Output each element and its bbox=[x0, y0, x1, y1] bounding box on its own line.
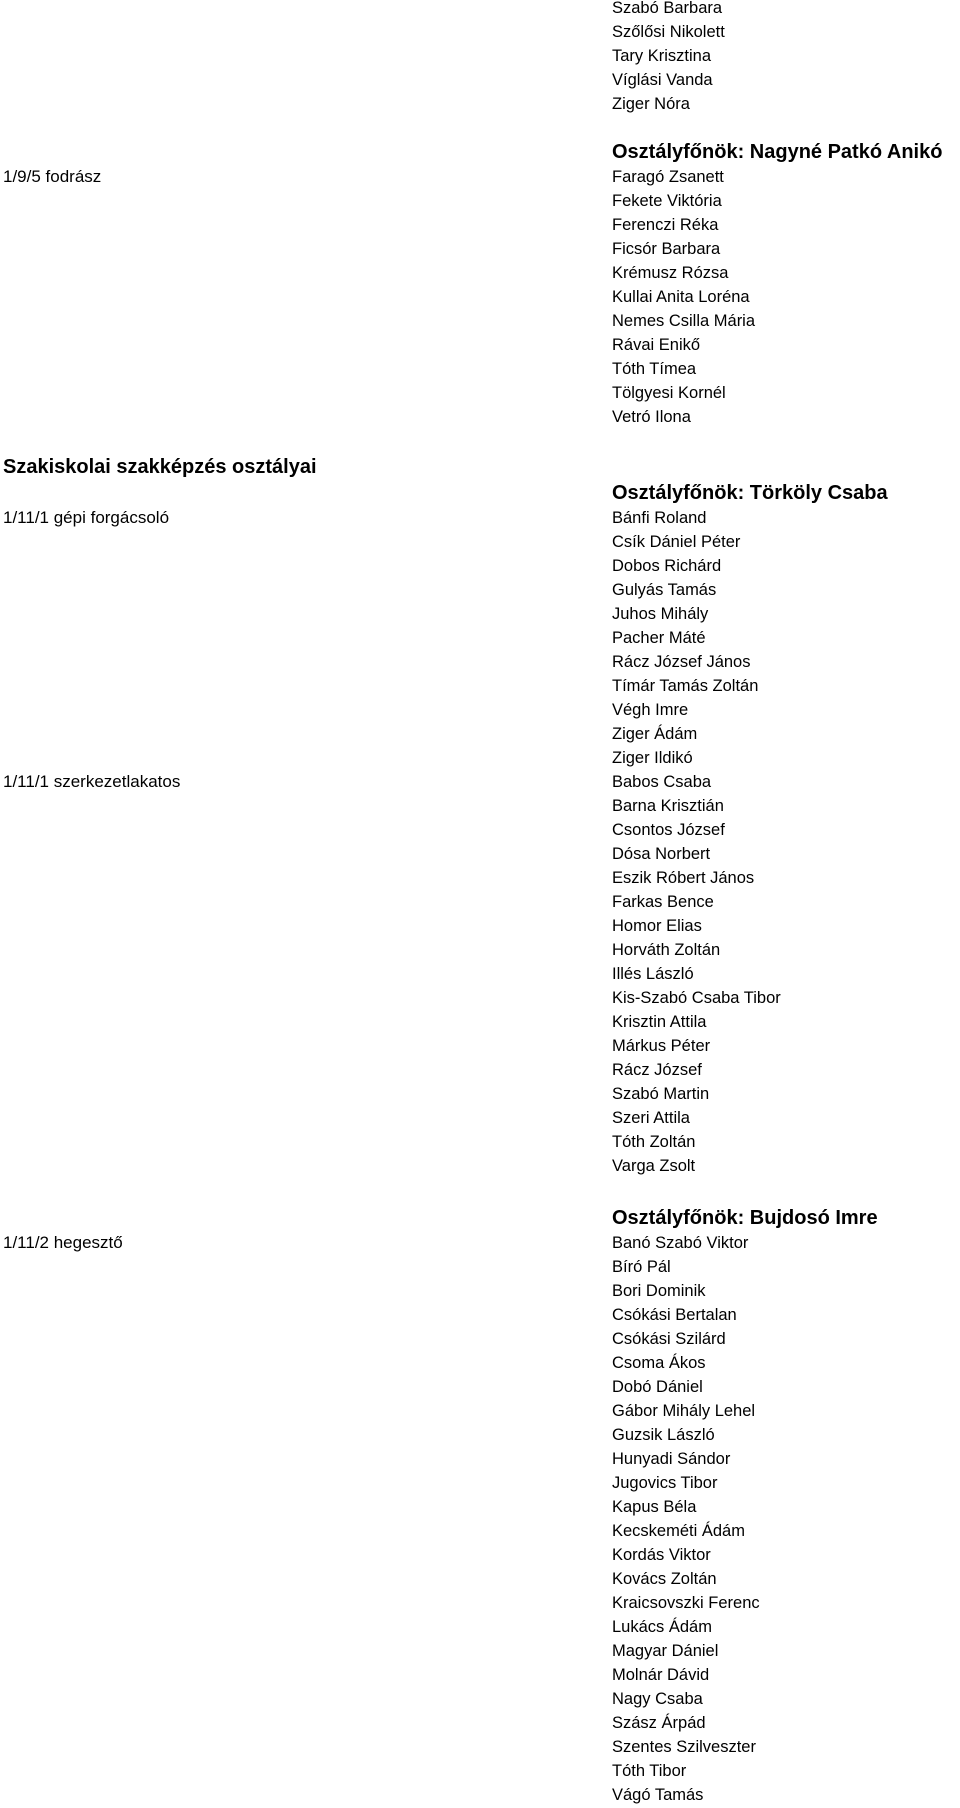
student-name: Horváth Zoltán bbox=[612, 941, 721, 959]
student-name: Homor Elias bbox=[612, 917, 702, 935]
student-name: Rávai Enikő bbox=[612, 336, 701, 354]
student-name: Faragó Zsanett bbox=[612, 168, 724, 186]
student-name: Dobos Richárd bbox=[612, 557, 722, 575]
student-name: Szász Árpád bbox=[612, 1714, 706, 1732]
student-name: Dósa Norbert bbox=[612, 845, 711, 863]
student-name: Molnár Dávid bbox=[612, 1666, 710, 1684]
student-name: Guzsik László bbox=[612, 1426, 715, 1444]
student-list bbox=[612, 1231, 760, 1807]
student-name: Szabó Martin bbox=[612, 1085, 710, 1103]
class-label: 1/11/1 szerkezetlakatos bbox=[3, 772, 181, 791]
student-name: Babos Csaba bbox=[612, 773, 712, 791]
student-name: Csoma Ákos bbox=[612, 1354, 706, 1372]
student-name: Ziger Ádám bbox=[612, 725, 698, 743]
student-name: Banó Szabó Viktor bbox=[612, 1234, 749, 1252]
student-name: Magyar Dániel bbox=[612, 1642, 719, 1660]
student-name: Nemes Csilla Mária bbox=[612, 312, 756, 330]
student-name: Nagy Csaba bbox=[612, 1690, 703, 1708]
student-name: Kapus Béla bbox=[612, 1498, 697, 1516]
student-name: Ziger Nóra bbox=[612, 95, 690, 113]
student-name: Víglási Vanda bbox=[612, 71, 713, 89]
student-name: Gulyás Tamás bbox=[612, 581, 717, 599]
student-name: Kis-Szabó Csaba Tibor bbox=[612, 989, 781, 1007]
student-name: Szabó Barbara bbox=[612, 0, 723, 17]
student-name: Márkus Péter bbox=[612, 1037, 711, 1055]
student-name: Ficsór Barbara bbox=[612, 240, 721, 258]
student-name: Kordás Viktor bbox=[612, 1546, 711, 1564]
student-name: Bíró Pál bbox=[612, 1258, 671, 1276]
student-list bbox=[612, 165, 755, 429]
class-teacher-heading: Osztályfőnök: Törköly Csaba bbox=[612, 482, 888, 504]
student-name: Tóth Zoltán bbox=[612, 1133, 696, 1151]
student-name: Kovács Zoltán bbox=[612, 1570, 717, 1588]
class-label: 1/11/1 gépi forgácsoló bbox=[3, 508, 170, 527]
student-name: Rácz József bbox=[612, 1061, 702, 1079]
student-name: Gábor Mihály Lehel bbox=[612, 1402, 756, 1420]
student-name: Csókási Bertalan bbox=[612, 1306, 737, 1324]
student-name: Hunyadi Sándor bbox=[612, 1450, 731, 1468]
student-name: Jugovics Tibor bbox=[612, 1474, 718, 1492]
student-name: Tary Krisztina bbox=[612, 47, 712, 65]
student-name: Csókási Szilárd bbox=[612, 1330, 726, 1348]
student-list bbox=[612, 506, 758, 770]
class-label: 1/11/2 hegesztő bbox=[3, 1233, 123, 1252]
student-name: Illés László bbox=[612, 965, 694, 983]
student-name: Juhos Mihály bbox=[612, 605, 709, 623]
student-name: Bánfi Roland bbox=[612, 509, 707, 527]
student-name: Pacher Máté bbox=[612, 629, 706, 647]
student-name: Tóth Tímea bbox=[612, 360, 697, 378]
student-name: Kullai Anita Loréna bbox=[612, 288, 750, 306]
student-name: Szeri Attila bbox=[612, 1109, 690, 1127]
student-list bbox=[612, 770, 781, 1178]
class-label: 1/9/5 fodrász bbox=[3, 167, 102, 186]
student-list-continued bbox=[612, 0, 725, 116]
student-name: Varga Zsolt bbox=[612, 1157, 696, 1175]
student-name: Eszik Róbert János bbox=[612, 869, 755, 887]
student-name: Dobó Dániel bbox=[612, 1378, 703, 1396]
student-name: Szentes Szilveszter bbox=[612, 1738, 756, 1756]
student-name: Kecskeméti Ádám bbox=[612, 1522, 745, 1540]
student-name: Szőlősi Nikolett bbox=[612, 23, 725, 41]
student-name: Tímár Tamás Zoltán bbox=[612, 677, 759, 695]
student-name: Kraicsovszki Ferenc bbox=[612, 1594, 760, 1612]
student-name: Bori Dominik bbox=[612, 1282, 706, 1300]
student-name: Vetró Ilona bbox=[612, 408, 691, 426]
student-name: Krisztin Attila bbox=[612, 1013, 707, 1031]
student-name: Barna Krisztián bbox=[612, 797, 724, 815]
student-name: Farkas Bence bbox=[612, 893, 714, 911]
class-teacher-heading: Osztályfőnök: Nagyné Patkó Anikó bbox=[612, 141, 943, 163]
section-heading: Szakiskolai szakképzés osztályai bbox=[3, 456, 317, 478]
student-name: Lukács Ádám bbox=[612, 1618, 712, 1636]
student-name: Ziger Ildikó bbox=[612, 749, 693, 767]
student-name: Rácz József János bbox=[612, 653, 751, 671]
class-teacher-heading: Osztályfőnök: Bujdosó Imre bbox=[612, 1207, 878, 1229]
student-name: Csík Dániel Péter bbox=[612, 533, 741, 551]
student-name: Krémusz Rózsa bbox=[612, 264, 729, 282]
student-name: Ferenczi Réka bbox=[612, 216, 719, 234]
student-name: Tölgyesi Kornél bbox=[612, 384, 726, 402]
student-name: Végh Imre bbox=[612, 701, 689, 719]
student-name: Fekete Viktória bbox=[612, 192, 722, 210]
student-name: Vágó Tamás bbox=[612, 1786, 704, 1804]
student-name: Csontos József bbox=[612, 821, 725, 839]
student-name: Tóth Tibor bbox=[612, 1762, 687, 1780]
